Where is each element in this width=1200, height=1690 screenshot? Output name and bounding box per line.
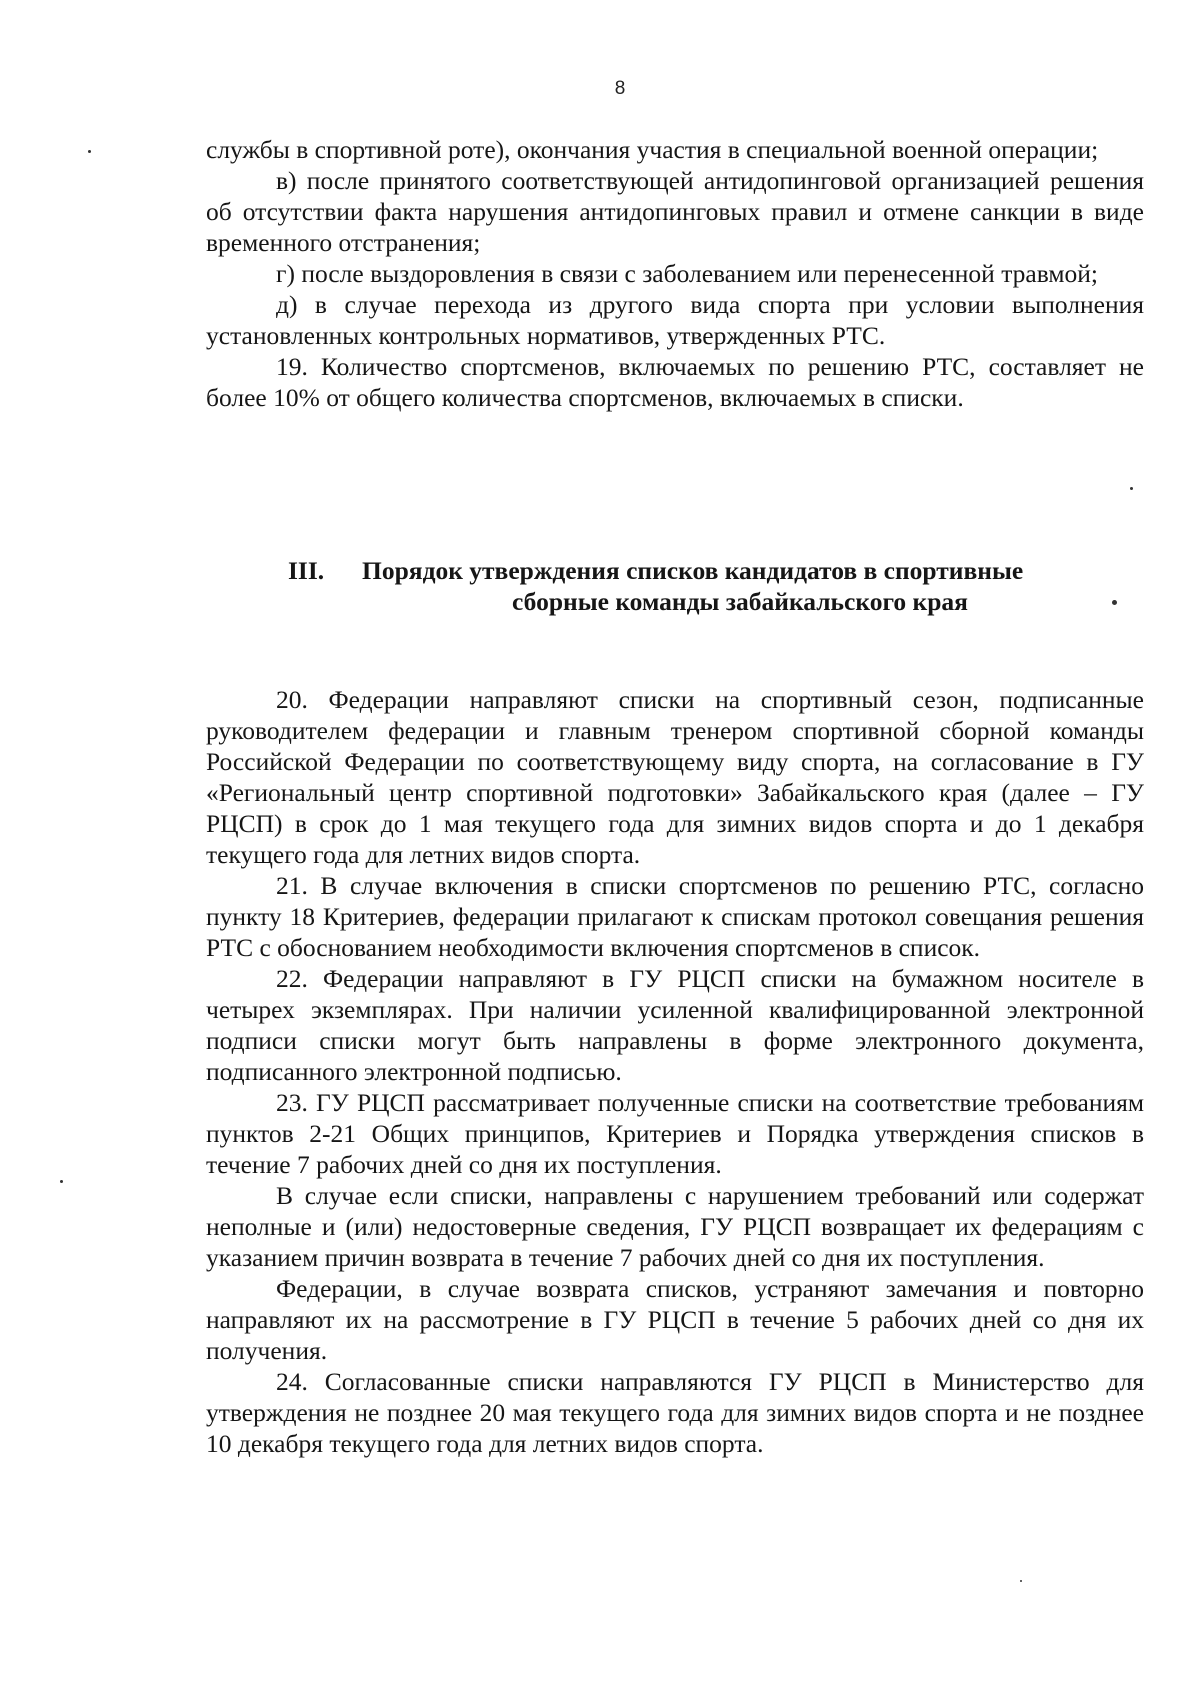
page-number: 8: [614, 78, 626, 99]
paragraph-item-v: в) после принятого соответствующей антидопинговой организацией решения об отсутствии факта нарушения антидопинговых правил и отмене санкции в виде временного отстранения;: [206, 166, 1144, 257]
paragraph-24: 24. Согласованные списки направляются ГУ РЦСП в Министерство для утверждения не позднее 20 мая текущего года для зимних видов спорта и не позднее 10 декабря текущего года для летних видов спорта.: [206, 1367, 1144, 1458]
text-block-top: [206, 134, 1144, 413]
paragraph-19: 19. Количество спортсменов, включаемых по решению РТС, составляет не более 10% от общего количества спортсменов, включаемых в списки.: [206, 352, 1144, 412]
paragraph-20: 20. Федерации направляют списки на спортивный сезон, подписанные руководителем федерации и главным тренером спортивной сборной команды Российской Федерации по соответствующему виду спорта, на согласование в ГУ «Региональный центр спортивной подготовки» Забайкальского края (далее – ГУ РЦСП) в срок до 1 мая текущего года для зимних видов спорта и до 1 декабря текущего года для летних видов спорта.: [206, 685, 1144, 869]
paragraph-23-resubmit: Федерации, в случае возврата списков, устраняют замечания и повторно направляют их на рассмотрение в ГУ РЦСП в течение 5 рабочих дней со дня их получения.: [206, 1274, 1144, 1365]
paragraph-item-d: д) в случае перехода из другого вида спорта при условии выполнения установленных контрольных нормативов, утвержденных РТС.: [206, 290, 1144, 350]
text-block-bottom: [206, 684, 1144, 1459]
paragraph-continuation: службы в спортивной роте), окончания участия в специальной военной операции;: [206, 135, 1099, 164]
scan-speck: [1112, 600, 1117, 605]
paragraph-22: 22. Федерации направляют в ГУ РЦСП списки на бумажном носителе в четырех экземплярах. При наличии усиленной квалифицированной электронной подписи списки могут быть направлены в форме электронного документа, подписанного электронной подписью.: [206, 964, 1144, 1086]
scan-speck: [1020, 1580, 1022, 1582]
paragraph-23-return: В случае если списки, направлены с нарушением требований или содержат неполные и (или) недостоверные сведения, ГУ РЦСП возвращает их федерациям с указанием причин возврата в течение 7 рабочих дней со дня их поступления.: [206, 1181, 1144, 1272]
scan-speck: [1130, 487, 1133, 490]
paragraph-item-g: г) после выздоровления в связи с заболеванием или перенесенной травмой;: [276, 259, 1098, 288]
section-numeral: III.: [288, 556, 325, 585]
scan-speck: [88, 150, 91, 153]
scan-speck: [60, 1180, 63, 1183]
paragraph-21: 21. В случае включения в списки спортсменов по решению РТС, согласно пункту 18 Критериев, федерации прилагают к спискам протокол совещания решения РТС с обоснованием необходимости включения спортсменов в список.: [206, 871, 1144, 962]
section-title-line2: сборные команды забайкальского края: [512, 587, 968, 616]
section-title-line1: Порядок утверждения списков кандидатов в спортивные: [362, 556, 1024, 585]
paragraph-23: 23. ГУ РЦСП рассматривает полученные списки на соответствие требованиям пунктов 2-21 Общих принципов, Критериев и Порядка утверждения списков в течение 7 рабочих дней со дня их поступления.: [206, 1088, 1144, 1179]
